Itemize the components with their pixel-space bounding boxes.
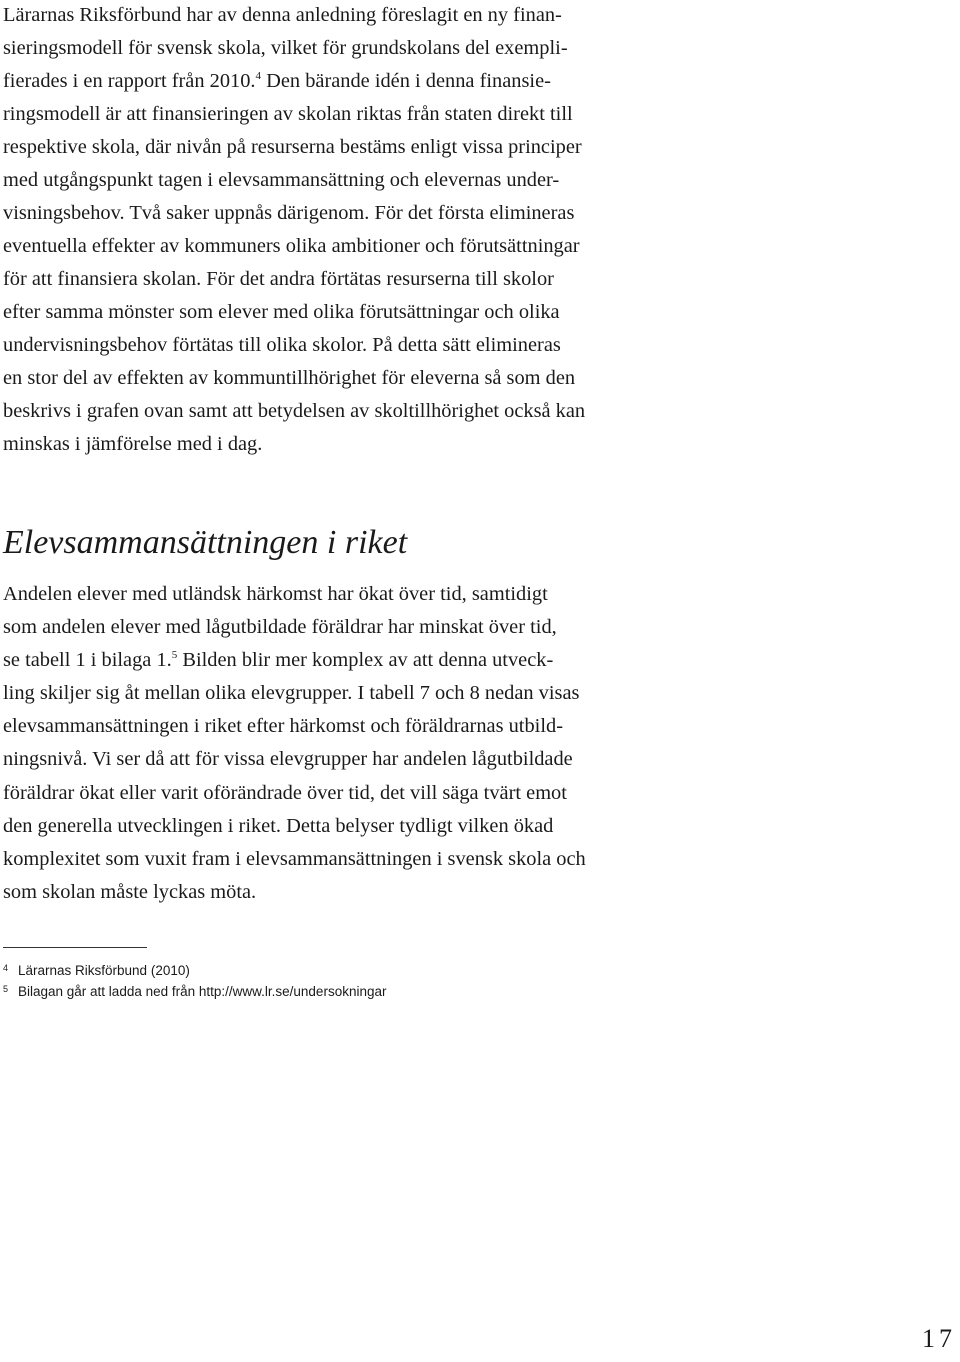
body-text-line: elevsammansättningen i riket efter härkomst och föräldrarnas utbild-: [3, 715, 563, 737]
body-text-line: Lärarnas Riksförbund har av denna anledning föreslagit en ny finan-: [3, 4, 562, 26]
body-text-segment: Bilden blir mer komplex av att denna utveck-: [182, 649, 554, 671]
body-text-line: visningsbehov. Två saker uppnås därigenom. För det första elimineras: [3, 202, 575, 224]
footnote-text: Lärarnas Riksförbund (2010): [18, 963, 190, 978]
body-text-segment: fierades i en rapport från 2010.: [3, 70, 256, 92]
body-text-segment: se tabell 1 i bilaga 1.: [3, 649, 172, 671]
body-text-line: komplexitet som vuxit fram i elevsammansättningen i svensk skola och: [3, 848, 586, 870]
body-text-line: minskas i jämförelse med i dag.: [3, 433, 263, 455]
footnote-number: 5: [3, 984, 9, 994]
footnote-reference: 4: [255, 70, 262, 82]
body-text-line: [3, 650, 553, 670]
body-text-line: ringsmodell är att finansieringen av skolan riktas från staten direkt till: [3, 103, 573, 125]
body-text-line: beskrivs i grafen ovan samt att betydelsen av skoltillhörighet också kan: [3, 400, 586, 422]
body-text-line: för att finansiera skolan. För det andra förtätas resurserna till skolor: [3, 268, 554, 290]
body-text-line: eventuella effekter av kommuners olika ambitioner och förutsättningar: [3, 235, 580, 257]
body-text-line: sieringsmodell för svensk skola, vilket för grundskolans del exempli-: [3, 37, 568, 59]
body-text-line: med utgångspunkt tagen i elevsammansättning och elevernas under-: [3, 169, 560, 191]
footnote-text: Bilagan går att ladda ned från http://www.lr.se/undersokningar: [18, 984, 387, 999]
body-text-line: föräldrar ökat eller varit oförändrade över tid, det vill säga tvärt emot: [3, 782, 567, 804]
footnote: [3, 985, 386, 999]
footnote-reference: 5: [171, 649, 178, 661]
footnote-divider: [3, 947, 147, 948]
body-text-line: undervisningsbehov förtätas till olika skolor. På detta sätt elimineras: [3, 334, 561, 356]
body-text-line: Andelen elever med utländsk härkomst har ökat över tid, samtidigt: [3, 583, 548, 605]
body-text-line: som andelen elever med lågutbildade föräldrar har minskat över tid,: [3, 616, 557, 638]
footnote-number: 4: [3, 963, 9, 973]
body-text-line: ningsnivå. Vi ser då att för vissa elevgrupper har andelen lågutbildade: [3, 748, 573, 770]
body-text-line: som skolan måste lyckas möta.: [3, 881, 257, 903]
body-text-line: en stor del av effekten av kommuntillhörighet för eleverna så som den: [3, 367, 576, 389]
body-text-line: den generella utvecklingen i riket. Detta belyser tydligt vilken ökad: [3, 815, 554, 837]
body-text-line: ling skiljer sig åt mellan olika elevgrupper. I tabell 7 och 8 nedan visas: [3, 682, 580, 704]
body-text-segment: Den bärande idén i denna finansie-: [266, 70, 551, 92]
body-text-line: respektive skola, där nivån på resurserna bestäms enligt vissa principer: [3, 136, 582, 158]
body-text-line: [3, 71, 551, 91]
section-heading: Elevsammansättningen i riket: [3, 524, 408, 561]
body-text-line: efter samma mönster som elever med olika förutsättningar och olika: [3, 301, 560, 323]
footnote: [3, 964, 190, 978]
page-number: 17: [922, 1324, 956, 1353]
